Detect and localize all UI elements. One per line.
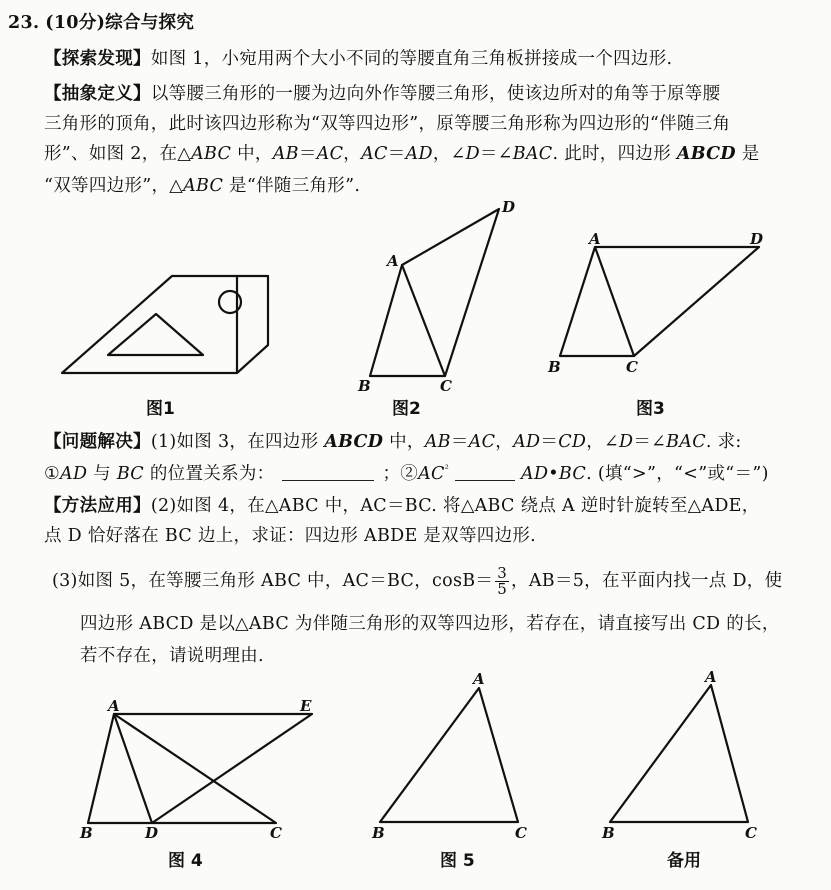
q1-b10: . (填“>”，“<”或“＝”) — [586, 464, 769, 484]
heading-explore: 【探索发现】 — [44, 49, 151, 69]
figure2-quadrilateral — [370, 209, 499, 376]
text-explore: 如图 1，小宛用两个大小不同的等腰直角三角板拼接成一个四边形. — [150, 49, 673, 69]
figure5-triangle — [380, 688, 518, 822]
fig3-label-C: C — [626, 358, 638, 376]
q1-a9: ＝ — [540, 432, 559, 452]
fig3-label-D: D — [750, 230, 764, 248]
problem-points: (10分)综合与探究 — [45, 13, 195, 33]
heading-method: 【方法应用】 — [44, 496, 151, 516]
spare-label-B: B — [602, 824, 615, 842]
q1-a6: AC — [468, 432, 496, 452]
fig4-label-C: C — [270, 824, 282, 842]
text-c7: ， — [343, 144, 362, 164]
text-c16: ABCD — [676, 144, 736, 164]
spare-triangle — [610, 685, 748, 822]
q1-a11: ，∠ — [586, 432, 619, 452]
text-c15: . 此时，四边形 — [552, 144, 677, 164]
spare-label-A: A — [705, 668, 717, 686]
q1-b1: ① — [44, 464, 60, 484]
fig2-label-A: A — [387, 252, 399, 270]
text-c5: ＝ — [298, 144, 317, 164]
text-c2: ABC — [191, 144, 232, 164]
text-c11: ，∠ — [432, 144, 466, 164]
q2-b: 点 D 恰好落在 BC 边上，求证：四边形 ABDE 是双等四边形. — [44, 526, 537, 546]
q1-a13: ＝∠ — [633, 432, 667, 452]
q3-a1: (3)如图 5，在等腰三角形 ABC 中，AC＝BC，cosB＝ — [52, 571, 494, 591]
heading-problem-solving: 【问题解决】 — [44, 432, 151, 452]
frac-den: 5 — [497, 580, 508, 598]
figure4-rotation — [88, 714, 312, 823]
fig5-label-A: A — [473, 670, 485, 688]
text-c17: 是 — [735, 144, 760, 164]
text-c10: AD — [405, 144, 433, 164]
q1-a7: ， — [495, 432, 514, 452]
q1-b6: ；② — [382, 464, 419, 484]
q1-a12: D — [619, 432, 634, 452]
fig3-label-B: B — [548, 358, 561, 376]
text-c9: ＝ — [387, 144, 406, 164]
text-c4: AB — [272, 144, 299, 164]
fig3-caption: 图3 — [636, 399, 665, 419]
text-c13: ＝∠ — [479, 144, 513, 164]
text-c6: AC — [316, 144, 344, 164]
fig4-label-E: E — [300, 697, 312, 715]
fig4-label-B: B — [80, 824, 93, 842]
q1-b9: AD•BC — [521, 464, 587, 484]
figure1-set-squares — [62, 276, 268, 373]
text-c8: AC — [361, 144, 388, 164]
q1-b8: ² — [444, 464, 450, 476]
q3-b: 四边形 ABCD 是以△ABC 为伴随三角形的双等四边形，若存在，请直接写出 CD 的长， — [80, 614, 780, 634]
fig4-caption: 图 4 — [168, 851, 203, 871]
fig4-label-A: A — [108, 697, 120, 715]
q1-b5: 的位置关系为： — [144, 464, 275, 484]
q1-a1: (1)如图 3，在四边形 — [150, 432, 325, 452]
fig2-label-D: D — [502, 198, 516, 216]
q1-a5: ＝ — [450, 432, 469, 452]
problem-number: 23. — [8, 13, 40, 33]
q2-a: (2)如图 4，在△ABC 中，AC＝BC. 将△ABC 绕点 A 逆时针旋转至△ADE， — [150, 496, 760, 516]
q1-b3: 与 — [87, 464, 117, 484]
spare-label-C: C — [745, 824, 757, 842]
fig2-caption: 图2 — [392, 399, 421, 419]
text-c14: BAC — [512, 144, 553, 164]
q1-b7: AC — [418, 464, 445, 484]
q1-a3: 中， — [383, 432, 425, 452]
q1-a4: AB — [424, 432, 451, 452]
text-d3: 是“伴随三角形”. — [223, 176, 361, 196]
fig2-label-C: C — [440, 377, 452, 395]
text-c12: D — [465, 144, 480, 164]
text-d2: ABC — [183, 176, 224, 196]
frac-num: 3 — [497, 564, 508, 582]
fig5-label-B: B — [372, 824, 385, 842]
text-c1: 形”、如图 2，在△ — [44, 144, 192, 164]
heading-definition: 【抽象定义】 — [44, 84, 151, 104]
q1-a2: ABCD — [324, 432, 384, 452]
text-d1: “双等四边形”，△ — [44, 176, 184, 196]
spare-caption: 备用 — [667, 851, 701, 871]
q1-b2: AD — [60, 464, 88, 484]
q3-a2: ，AB＝5，在平面内找一点 D，使 — [511, 571, 783, 591]
text-c3: 中， — [231, 144, 273, 164]
q3-c: 若不存在，请说明理由. — [80, 646, 264, 666]
fig4-label-D: D — [145, 824, 159, 842]
text-definition-b: 三角形的顶角，此时该四边形称为“双等四边形”，原等腰三角形称为四边形的“伴随三角 — [44, 114, 731, 134]
fig5-caption: 图 5 — [440, 851, 475, 871]
q1-a10: CD — [558, 432, 587, 452]
fig3-label-A: A — [589, 230, 601, 248]
fig2-label-B: B — [358, 377, 371, 395]
q1-b4: BC — [116, 464, 144, 484]
text-definition-a: 以等腰三角形的一腰为边向外作等腰三角形，使该边所对的角等于原等腰 — [150, 84, 721, 104]
q1-a15: . 求: — [705, 432, 742, 452]
fig1-caption: 图1 — [146, 399, 175, 419]
q1-a8: AD — [513, 432, 541, 452]
figure3-quadrilateral — [560, 247, 759, 356]
q1-a14: BAC — [666, 432, 706, 452]
fig5-label-C: C — [515, 824, 527, 842]
